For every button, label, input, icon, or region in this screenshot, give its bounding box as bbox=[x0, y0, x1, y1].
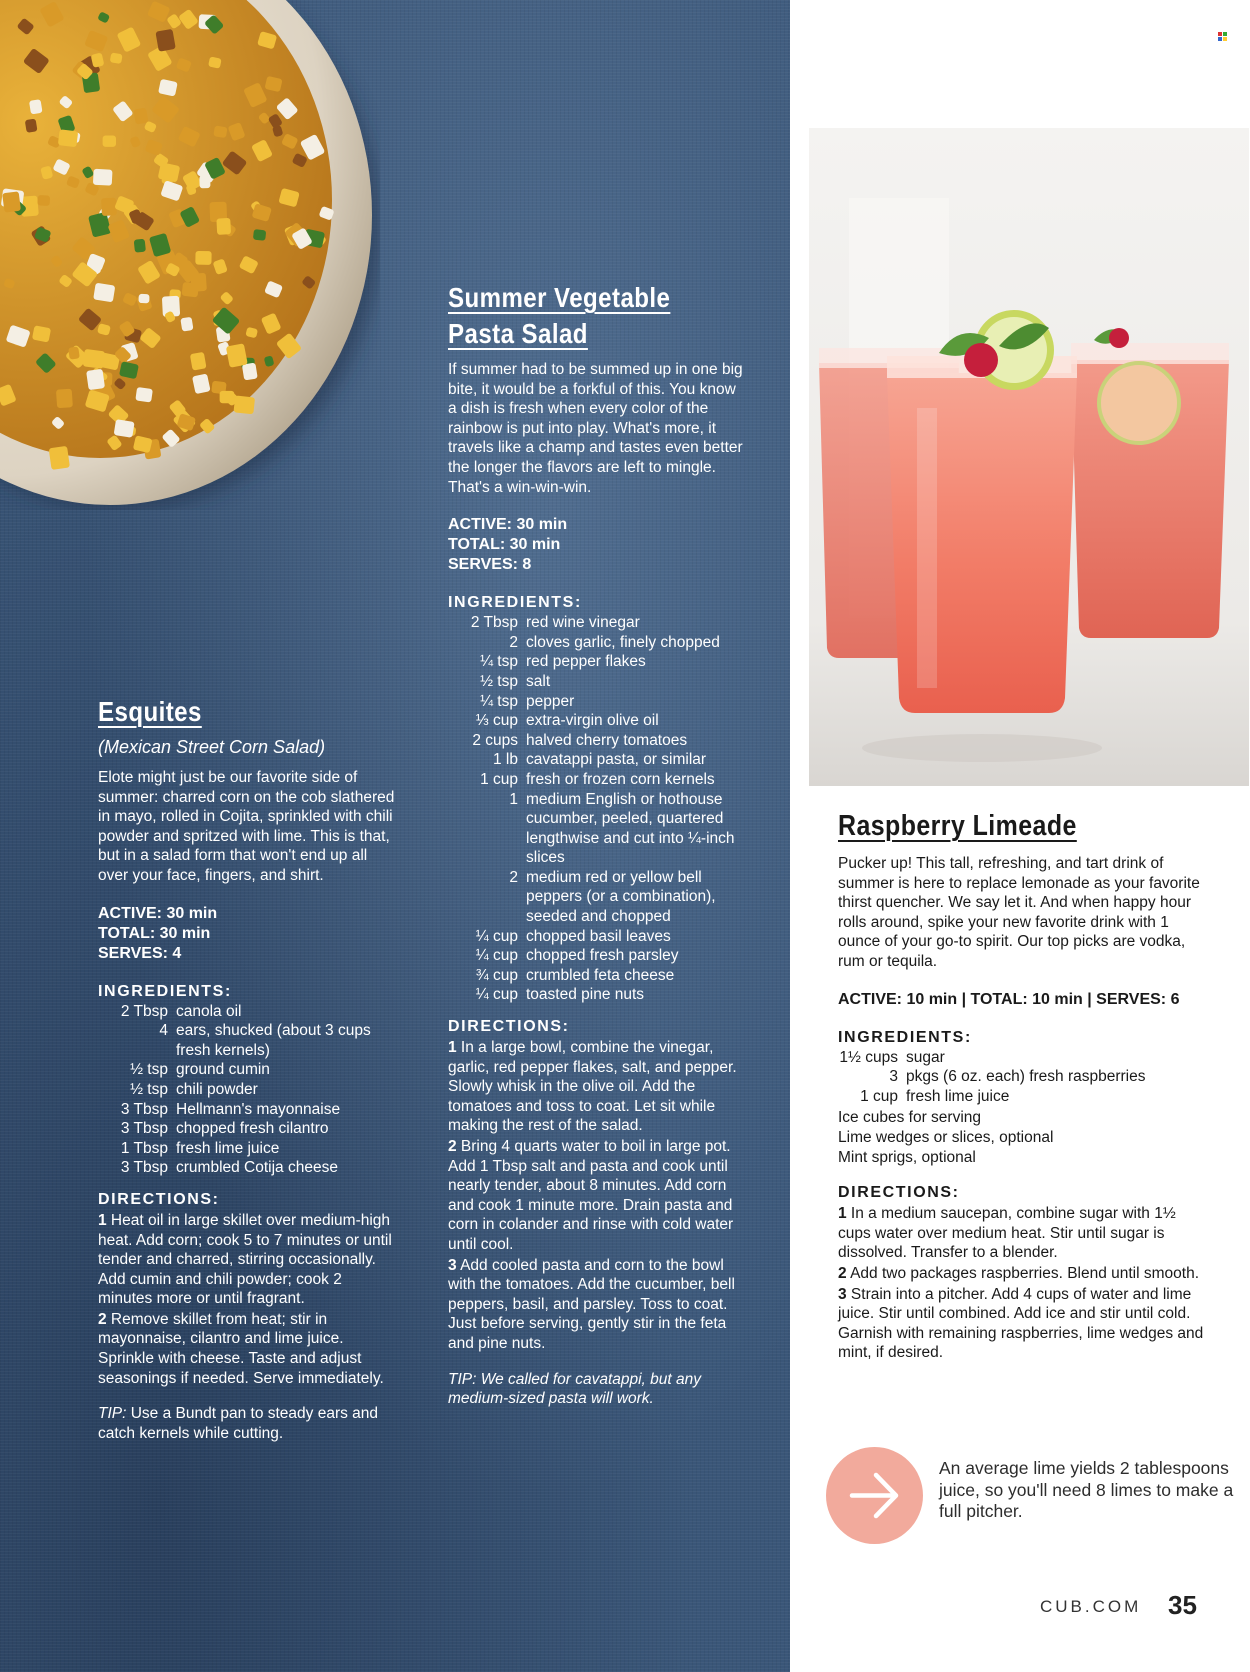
esquites-directions-heading: DIRECTIONS: bbox=[98, 1190, 220, 1208]
ingredient-quantity: 1 lb bbox=[493, 751, 518, 769]
ingredient-quantity: 1 cup bbox=[480, 770, 518, 788]
direction-step-number: 3 bbox=[838, 1285, 847, 1303]
ingredient-row bbox=[448, 633, 748, 653]
ingredient-row bbox=[838, 1087, 1208, 1107]
ingredient-item: fresh lime juice bbox=[176, 1139, 280, 1157]
ingredient-item: chopped fresh parsley bbox=[526, 947, 679, 965]
ingredient-item: medium red or yellow bell peppers (or a combination), seeded and chopped bbox=[526, 868, 716, 926]
esquites-subtitle: (Mexican Street Corn Salad) bbox=[98, 737, 326, 757]
direction-step bbox=[448, 1256, 748, 1354]
ingredient-item: salt bbox=[526, 672, 551, 690]
direction-step-text: Add cooled pasta and corn to the bowl with the tomatoes. Add the cucumber, bell peppers, basil, and parsley. Toss to coat. Just before serving, gently stir in the feta and pine nuts. bbox=[448, 1256, 735, 1352]
ingredient-item: fresh or frozen corn kernels bbox=[526, 770, 715, 788]
esquites-tip-label: TIP: bbox=[98, 1405, 127, 1423]
pasta-directions-heading: DIRECTIONS: bbox=[448, 1018, 570, 1036]
ingredient-quantity: 1 cup bbox=[860, 1087, 898, 1105]
optional-item: Ice cubes for serving bbox=[838, 1109, 982, 1127]
ingredient-row bbox=[448, 966, 748, 986]
ingredient-quantity: 2 bbox=[509, 633, 518, 651]
pasta-title-line1: Summer Vegetable bbox=[448, 282, 671, 313]
optional-item: Lime wedges or slices, optional bbox=[838, 1128, 1054, 1146]
pasta-stats bbox=[448, 515, 748, 575]
esquites-active-time: ACTIVE: 30 min bbox=[98, 904, 218, 922]
ingredient-item: cloves garlic, finely chopped bbox=[526, 633, 720, 651]
site-name: CUB.COM bbox=[1040, 1597, 1142, 1616]
direction-step-text: In a large bowl, combine the vinegar, garlic, red pepper flakes, salt, and pepper. Slowly whisk in the olive oil. Add the tomatoes and toss to coat. Let sit while making the rest of the salad. bbox=[448, 1039, 737, 1135]
ingredient-item: sugar bbox=[906, 1048, 945, 1066]
ingredient-item: extra-virgin olive oil bbox=[526, 712, 659, 730]
ingredient-quantity: ½ tsp bbox=[130, 1080, 168, 1098]
ingredient-quantity: 1½ cups bbox=[839, 1048, 898, 1066]
ingredient-quantity: 3 Tbsp bbox=[120, 1159, 168, 1177]
ingredient-quantity: ¾ cup bbox=[475, 966, 518, 984]
direction-step-text: In a medium saucepan, combine sugar with 1½ cups water over medium heat. Stir until sugar is dissolved. Transfer to a blender. bbox=[838, 1205, 1176, 1262]
ingredient-item: chopped fresh cilantro bbox=[176, 1120, 329, 1138]
ingredient-row bbox=[448, 613, 748, 633]
pasta-tip-text: We called for cavatappi, but any medium-sized pasta will work. bbox=[448, 1370, 702, 1408]
ingredient-row bbox=[448, 790, 748, 868]
ingredient-row bbox=[448, 946, 748, 966]
pasta-total-time: TOTAL: 30 min bbox=[448, 536, 561, 554]
pasta-salad-recipe bbox=[448, 280, 748, 1409]
pasta-tip-label: TIP: bbox=[448, 1370, 477, 1388]
ingredient-row bbox=[98, 1119, 398, 1139]
page-footer bbox=[1040, 1590, 1240, 1620]
direction-step-number: 2 bbox=[98, 1310, 107, 1328]
direction-step bbox=[838, 1204, 1208, 1263]
ingredient-row bbox=[98, 1139, 398, 1159]
pasta-ingredients-heading: INGREDIENTS: bbox=[448, 594, 582, 612]
ingredient-row bbox=[448, 692, 748, 712]
ingredient-quantity: 1 Tbsp bbox=[120, 1139, 168, 1157]
direction-step-text: Strain into a pitcher. Add 4 cups of water and lime juice. Stir until combined. Add ice and stir until cold. Garnish with remaining raspberries, lime wedges and mint, if desired. bbox=[838, 1285, 1204, 1362]
ingredient-row bbox=[98, 1080, 398, 1100]
direction-step-text: Add two packages raspberries. Blend until smooth. bbox=[846, 1264, 1200, 1282]
esquites-stats bbox=[98, 904, 398, 964]
limeade-stats-line: ACTIVE: 10 min | TOTAL: 10 min | SERVES: 6 bbox=[838, 990, 1180, 1008]
direction-step-number: 2 bbox=[838, 1264, 847, 1282]
limeade-directions-list bbox=[838, 1204, 1208, 1363]
esquites-tip-text: Use a Bundt pan to steady ears and catch kernels while cutting. bbox=[98, 1405, 379, 1442]
direction-step bbox=[98, 1211, 398, 1309]
ingredient-item: canola oil bbox=[176, 1002, 242, 1020]
direction-step bbox=[448, 1038, 748, 1136]
ingredient-row bbox=[448, 985, 748, 1005]
ingredient-quantity: 2 bbox=[509, 868, 518, 886]
ingredient-item: red pepper flakes bbox=[526, 653, 646, 671]
esquites-recipe bbox=[98, 694, 398, 1443]
lime-tip-callout bbox=[826, 1447, 1246, 1547]
direction-step bbox=[448, 1137, 748, 1255]
direction-step-number: 3 bbox=[448, 1256, 457, 1274]
ingredient-quantity: ¼ cup bbox=[475, 947, 518, 965]
ingredient-quantity: 1 bbox=[509, 790, 518, 808]
ingredient-item: pkgs (6 oz. each) fresh raspberries bbox=[906, 1068, 1146, 1086]
ingredient-item: halved cherry tomatoes bbox=[526, 731, 688, 749]
pasta-intro: If summer had to be summed up in one big bite, it would be a forkful of this. You know a dish is fresh when every color of the rainbow is put into play. What's more, it travels like a champ and tastes even better the longer the flavors are left to mingle. That's a win-win-win. bbox=[448, 361, 743, 496]
ingredient-item: crumbled feta cheese bbox=[526, 966, 675, 984]
ingredient-row bbox=[448, 868, 748, 927]
ingredient-row bbox=[98, 1021, 398, 1060]
direction-step-number: 1 bbox=[98, 1211, 107, 1229]
ingredient-quantity: ½ tsp bbox=[480, 672, 518, 690]
ingredient-item: ears, shucked (about 3 cups fresh kernels) bbox=[176, 1022, 371, 1059]
direction-step bbox=[838, 1264, 1208, 1284]
ingredient-item: fresh lime juice bbox=[906, 1087, 1010, 1105]
direction-step bbox=[98, 1310, 398, 1388]
lime-tip-text: An average lime yields 2 tablespoons juice, so you'll need 8 limes to make a full pitcher. bbox=[939, 1458, 1234, 1521]
ingredient-row bbox=[448, 731, 748, 751]
pasta-tip bbox=[448, 1370, 748, 1409]
limeade-intro: Pucker up! This tall, refreshing, and tart drink of summer is here to replace lemonade as your favorite thirst quencher. We say let it. And when happy hour rolls around, spike your new favorite drink with 1 ounce of your go-to spirit. Our top picks are vodka, rum or tequila. bbox=[838, 855, 1200, 970]
arrow-right-icon bbox=[826, 1447, 923, 1544]
ingredient-quantity: ½ tsp bbox=[130, 1061, 168, 1079]
limeade-title: Raspberry Limeade bbox=[838, 810, 1077, 842]
ingredient-item: chopped basil leaves bbox=[526, 927, 671, 945]
pasta-directions-list bbox=[448, 1038, 748, 1354]
ingredient-item: chili powder bbox=[176, 1080, 258, 1098]
page-number: 35 bbox=[1168, 1590, 1197, 1620]
direction-step-number: 1 bbox=[448, 1039, 457, 1057]
esquites-directions-list bbox=[98, 1211, 398, 1388]
esquites-ingredients-heading: INGREDIENTS: bbox=[98, 982, 232, 1000]
ingredient-row bbox=[98, 1060, 398, 1080]
pasta-title-line2: Pasta Salad bbox=[448, 318, 588, 349]
esquites-total-time: TOTAL: 30 min bbox=[98, 924, 211, 942]
corner-logo-mark bbox=[1218, 32, 1227, 41]
direction-step-text: Bring 4 quarts water to boil in large pot. Add 1 Tbsp salt and pasta and cook until nearly tender, about 8 minutes. Add corn and cook 1 minute more. Drain pasta and corn in colander and rinse with cold water until cool. bbox=[448, 1138, 734, 1253]
ingredient-item: pepper bbox=[526, 692, 575, 710]
ingredient-quantity: 3 Tbsp bbox=[120, 1100, 168, 1118]
limeade-ingredients-heading: INGREDIENTS: bbox=[838, 1028, 972, 1046]
esquites-title: Esquites bbox=[98, 696, 202, 727]
pasta-ingredients-list bbox=[448, 613, 748, 1005]
limeade-ingredients-list bbox=[838, 1048, 1208, 1107]
tip-circle bbox=[826, 1447, 923, 1544]
ingredient-quantity: 4 bbox=[159, 1022, 168, 1040]
ingredient-row bbox=[448, 750, 748, 770]
ingredient-quantity: 2 Tbsp bbox=[120, 1002, 168, 1020]
ingredient-row bbox=[838, 1067, 1208, 1087]
direction-step bbox=[838, 1285, 1208, 1363]
ingredient-item: cavatappi pasta, or similar bbox=[526, 751, 707, 769]
ingredient-row bbox=[838, 1048, 1208, 1068]
ingredient-quantity: ⅓ cup bbox=[475, 712, 518, 730]
ingredient-row bbox=[98, 1100, 398, 1120]
ingredient-row bbox=[448, 711, 748, 731]
ingredient-row bbox=[448, 770, 748, 790]
ingredient-quantity: 2 cups bbox=[472, 731, 518, 749]
ingredient-item: Hellmann's mayonnaise bbox=[176, 1100, 341, 1118]
direction-step-number: 1 bbox=[838, 1205, 847, 1223]
direction-step-text: Heat oil in large skillet over medium-high heat. Add corn; cook 5 to 7 minutes or until tender and charred, stirring occasionally. Add cumin and chili powder; cook 2 minutes more or until fragrant. bbox=[98, 1211, 392, 1308]
ingredient-quantity: 3 Tbsp bbox=[120, 1120, 168, 1138]
pasta-active-time: ACTIVE: 30 min bbox=[448, 516, 568, 534]
esquites-serves: SERVES: 4 bbox=[98, 944, 182, 962]
ingredient-row bbox=[448, 927, 748, 947]
limeade-stats bbox=[838, 990, 1208, 1010]
esquites-ingredients-list bbox=[98, 1002, 398, 1178]
esquites-intro: Elote might just be our favorite side of summer: charred corn on the cob slathered in mayo, rolled in Cojita, sprinkled with chili powder and spritzed with lime. This is that, but in a salad form that won't end up all over your face, fingers, and shirt. bbox=[98, 769, 395, 884]
ingredient-item: crumbled Cotija cheese bbox=[176, 1159, 338, 1177]
ingredient-row bbox=[98, 1158, 398, 1178]
ingredient-quantity: ¼ cup bbox=[475, 986, 518, 1004]
ingredient-quantity: ¼ cup bbox=[475, 927, 518, 945]
ingredient-item: toasted pine nuts bbox=[526, 986, 645, 1004]
raspberry-limeade-recipe bbox=[838, 808, 1208, 1363]
ingredient-row bbox=[98, 1002, 398, 1022]
direction-step-number: 2 bbox=[448, 1138, 457, 1155]
ingredient-quantity: 2 Tbsp bbox=[470, 614, 518, 632]
optional-item: Mint sprigs, optional bbox=[838, 1148, 976, 1166]
raspberry-limeade-photo bbox=[809, 128, 1249, 786]
ingredient-row bbox=[448, 652, 748, 672]
pasta-serves: SERVES: 8 bbox=[448, 556, 532, 574]
ingredient-item: ground cumin bbox=[176, 1061, 270, 1079]
ingredient-item: red wine vinegar bbox=[526, 614, 640, 632]
ingredient-row bbox=[448, 672, 748, 692]
esquites-bowl-photo bbox=[0, 0, 380, 510]
ingredient-quantity: ¼ tsp bbox=[480, 692, 518, 710]
limeade-optional-list bbox=[838, 1108, 1208, 1167]
direction-step-text: Remove skillet from heat; stir in mayonnaise, cilantro and lime juice. Sprinkle with cheese. Taste and adjust seasonings if needed. Serve immediately. bbox=[98, 1310, 384, 1387]
ingredient-quantity: ¼ tsp bbox=[480, 653, 518, 671]
ingredient-quantity: 3 bbox=[889, 1068, 898, 1086]
esquites-tip bbox=[98, 1404, 398, 1443]
limeade-directions-heading: DIRECTIONS: bbox=[838, 1184, 960, 1202]
ingredient-item: medium English or hothouse cucumber, peeled, quartered lengthwise and cut into ¼-inch slices bbox=[526, 790, 735, 867]
